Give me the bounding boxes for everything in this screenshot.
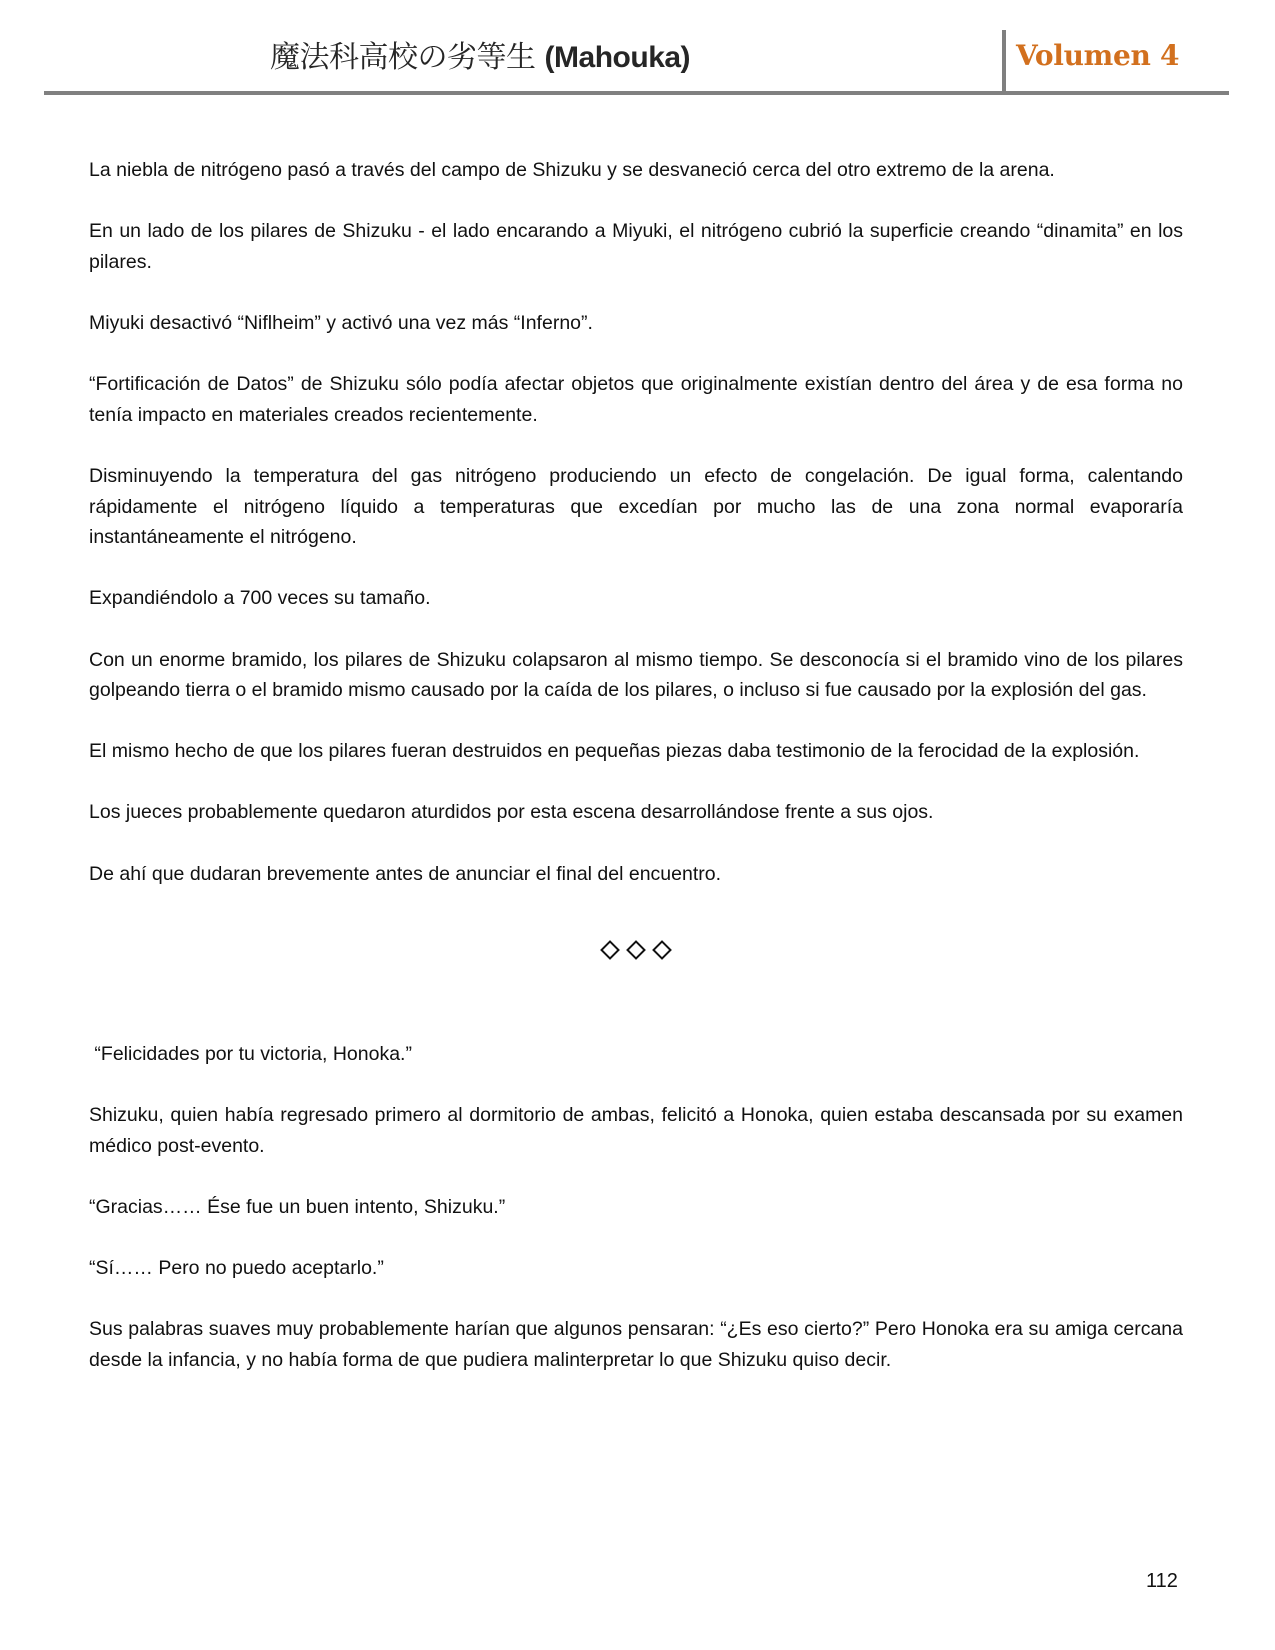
diamond-outline-icon (652, 940, 672, 960)
page-header (0, 0, 1275, 100)
paragraph: El mismo hecho de que los pilares fueran destruidos en pequeñas piezas daba testimonio de la ferocidad de la explosión. (89, 740, 1140, 763)
book-title (270, 38, 970, 78)
scene-break (89, 920, 1183, 981)
paragraph: En un lado de los pilares de Shizuku - el lado encarando a Miyuki, el nitrógeno cubrió la superficie creando “dinamita” en los pilares. (89, 220, 1183, 273)
paragraph: Sus palabras suaves muy probablemente harían que algunos pensaran: “¿Es eso cierto?” Pero Honoka era su amiga cercana desde la infancia, y no había forma de que pudiera malinterpretar lo que Shizuku quiso decir. (89, 1318, 1183, 1371)
volume-label: Volumen 4 (1016, 39, 1180, 72)
diamond-outline-icon (600, 940, 620, 960)
paragraph: “Gracias…… Ése fue un buen intento, Shizuku.” (89, 1195, 506, 1218)
book-title-japanese: 魔法科高校の劣等生 (270, 40, 536, 75)
paragraph: Los jueces probablemente quedaron aturdidos por esta escena desarrollándose frente a sus ojos. (89, 801, 934, 824)
diamond-outline-icon (626, 940, 646, 960)
paragraph: La niebla de nitrógeno pasó a través del campo de Shizuku y se desvaneció cerca del otro extremo de la arena. (89, 159, 1055, 181)
header-rule (44, 91, 1229, 95)
paragraph: Expandiéndolo a 700 veces su tamaño. (89, 587, 431, 610)
paragraph: Con un enorme bramido, los pilares de Shizuku colapsaron al mismo tiempo. Se desconocía si el bramido vino de los pilares golpeando tierra o el bramido mismo causado por la caída de los pilares, o incluso si fue causado por la explosión del gas. (89, 648, 1183, 702)
page-body (89, 155, 1183, 1406)
paragraph: Miyuki desactivó “Niflheim” y activó una vez más “Inferno”. (89, 311, 593, 334)
header-vertical-divider (1002, 30, 1006, 95)
paragraph: “Fortificación de Datos” de Shizuku sólo podía afectar objetos que originalmente existían dentro del área y de esa forma no tenía impacto en materiales creados recientemente. (89, 373, 1183, 426)
paragraph: Disminuyendo la temperatura del gas nitrógeno produciendo un efecto de congelación. De igual forma, calentando rápidamente el nitrógeno líquido a temperaturas que excedían por mucho las de una zona normal evaporaría instantáneamente el nitrógeno. (89, 464, 1183, 549)
page-number: 112 (1146, 1570, 1178, 1592)
paragraph: Shizuku, quien había regresado primero al dormitorio de ambas, felicitó a Honoka, quien estaba descansada por su examen médico post-evento. (89, 1104, 1183, 1157)
book-title-latin: (Mahouka) (544, 41, 691, 74)
paragraph: De ahí que dudaran brevemente antes de anunciar el final del encuentro. (89, 862, 722, 885)
paragraph: “Felicidades por tu victoria, Honoka.” (89, 1042, 412, 1065)
paragraph: “Sí…… Pero no puedo aceptarlo.” (89, 1257, 384, 1279)
